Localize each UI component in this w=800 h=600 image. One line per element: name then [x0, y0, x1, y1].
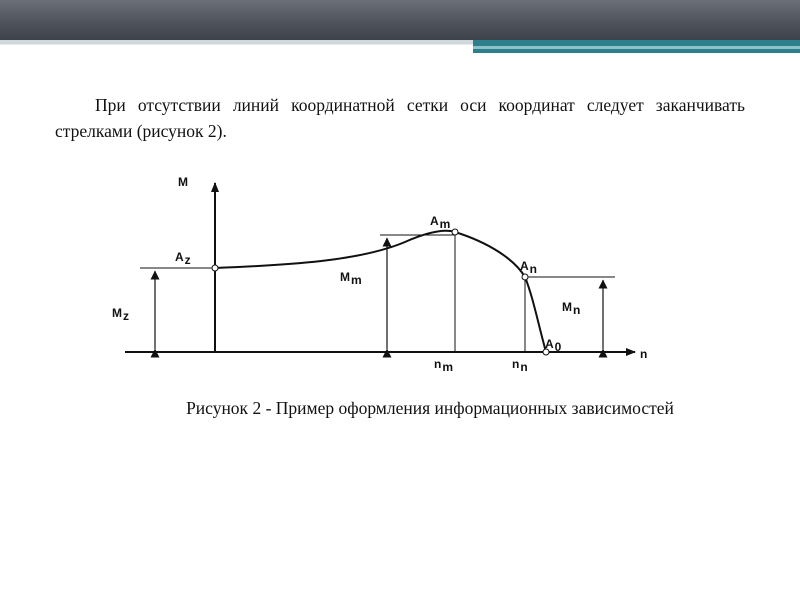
- dependency-diagram: [100, 165, 660, 380]
- label-a0: A0: [545, 337, 562, 354]
- label-az: Az: [175, 250, 191, 267]
- body-paragraph: При отсутствии линий координатной сетки оси координат следует заканчивать стрелками (рисунок 2).: [55, 94, 745, 141]
- point-az: [212, 265, 218, 271]
- label-nn: nn: [512, 357, 528, 374]
- header-accent-thin-line: [0, 44, 473, 45]
- x-axis-label: n: [640, 347, 648, 361]
- figure-2-diagram: [100, 165, 660, 380]
- label-mn: Mn: [562, 300, 581, 317]
- slide-header-band: [0, 0, 800, 40]
- label-nm: nm: [434, 357, 454, 374]
- y-axis-label: M: [178, 175, 188, 189]
- figure-caption: Рисунок 2 - Пример оформления информационных зависимостей: [186, 398, 674, 418]
- point-an: [522, 274, 528, 280]
- label-mm: Mm: [340, 270, 362, 287]
- label-an: An: [520, 259, 538, 276]
- header-accent-stripe-right: [473, 46, 800, 49]
- label-mz: Mz: [112, 306, 129, 323]
- label-am: Am: [430, 214, 451, 231]
- dependency-curve: [215, 231, 546, 352]
- point-am: [452, 229, 458, 235]
